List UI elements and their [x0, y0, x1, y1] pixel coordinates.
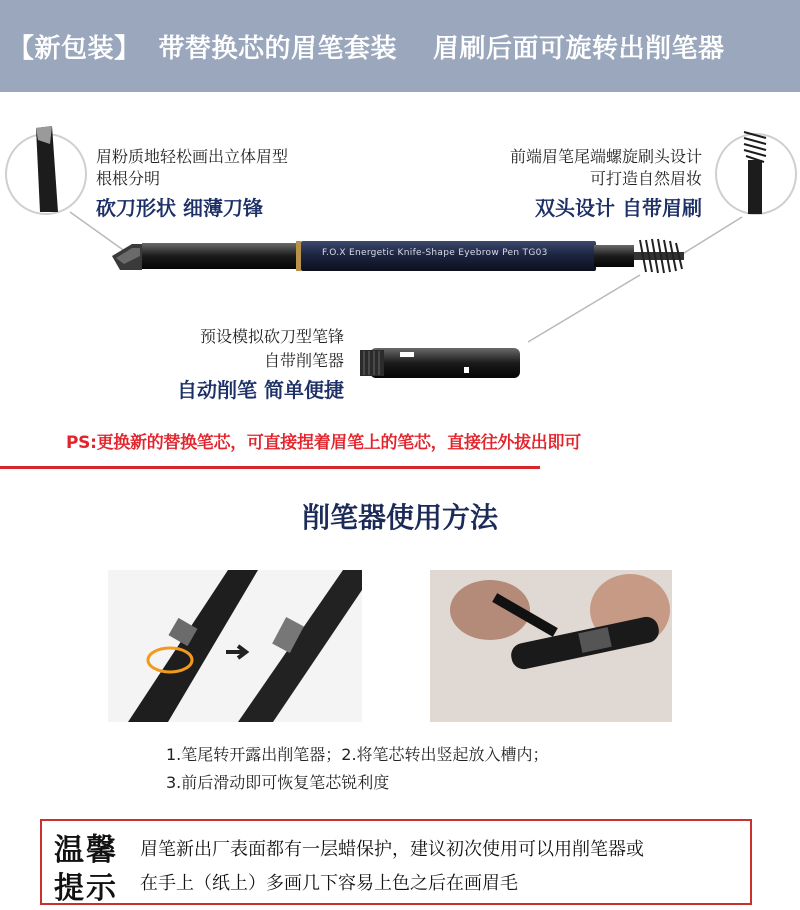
usage-title: 削笔器使用方法 [301, 501, 498, 534]
pen-gold-ring [296, 241, 301, 271]
banner-feature: 眉刷后面可旋转出削笔器 [433, 33, 725, 64]
pen-lower-shaft [142, 243, 297, 269]
sharpener-callout-line2: 自带削笔器 [263, 351, 344, 370]
replacement-notice: PS:更换新的替换笔芯，可直接捏着眉笔上的笔芯，直接往外拔出即可 [66, 433, 581, 453]
right-callout-line1: 前端眉笔尾端螺旋刷头设计 [509, 147, 702, 166]
divider-line [0, 466, 540, 469]
right-connector-line [676, 217, 742, 258]
left-callout-highlight: 砍刀形状 细薄刀锋 [96, 196, 263, 220]
right-callout-highlight: 双头设计 自带眉刷 [535, 196, 702, 220]
header-banner [0, 0, 800, 92]
usage-photo-twist [108, 570, 362, 722]
usage-step-3: 3.前后滑动即可恢复笔芯锐利度 [166, 773, 390, 792]
sharpener-closeup [360, 348, 520, 378]
banner-tag: 【新包装】 [8, 33, 141, 64]
tip-label-2: 提示 [54, 871, 118, 906]
left-callout-line1: 眉粉质地轻松画出立体眉型 [96, 147, 289, 166]
pen-engraving: F.O.X Energetic Knife-Shape Eyebrow Pen TG03 [322, 248, 548, 258]
banner-subtitle: 带替换芯的眉笔套装 [158, 33, 398, 64]
tip-label-1: 温馨 [54, 833, 118, 868]
tip-text-2: 在手上（纸上）多画几下容易上色之后在画眉毛 [140, 873, 518, 894]
left-callout-line2: 根根分明 [96, 169, 161, 188]
sharpener-callout-line1: 预设模拟砍刀型笔锋 [199, 327, 344, 346]
tip-box [40, 819, 752, 905]
usage-step-1-2: 1.笔尾转开露出削笔器；2.将笔芯转出竖起放入槽内； [166, 745, 549, 764]
spoolie-brush [634, 239, 684, 273]
right-callout-line2: 可打造自然眉妆 [589, 169, 702, 188]
sharpener-connector-line [528, 275, 640, 342]
pen-end-cap [594, 245, 634, 267]
sharpener-callout-highlight: 自动削笔 简单便捷 [177, 378, 344, 402]
usage-photo-sharpen [430, 570, 672, 722]
tip-text-1: 眉笔新出厂表面都有一层蜡保护，建议初次使用可以用削笔器或 [140, 839, 644, 860]
